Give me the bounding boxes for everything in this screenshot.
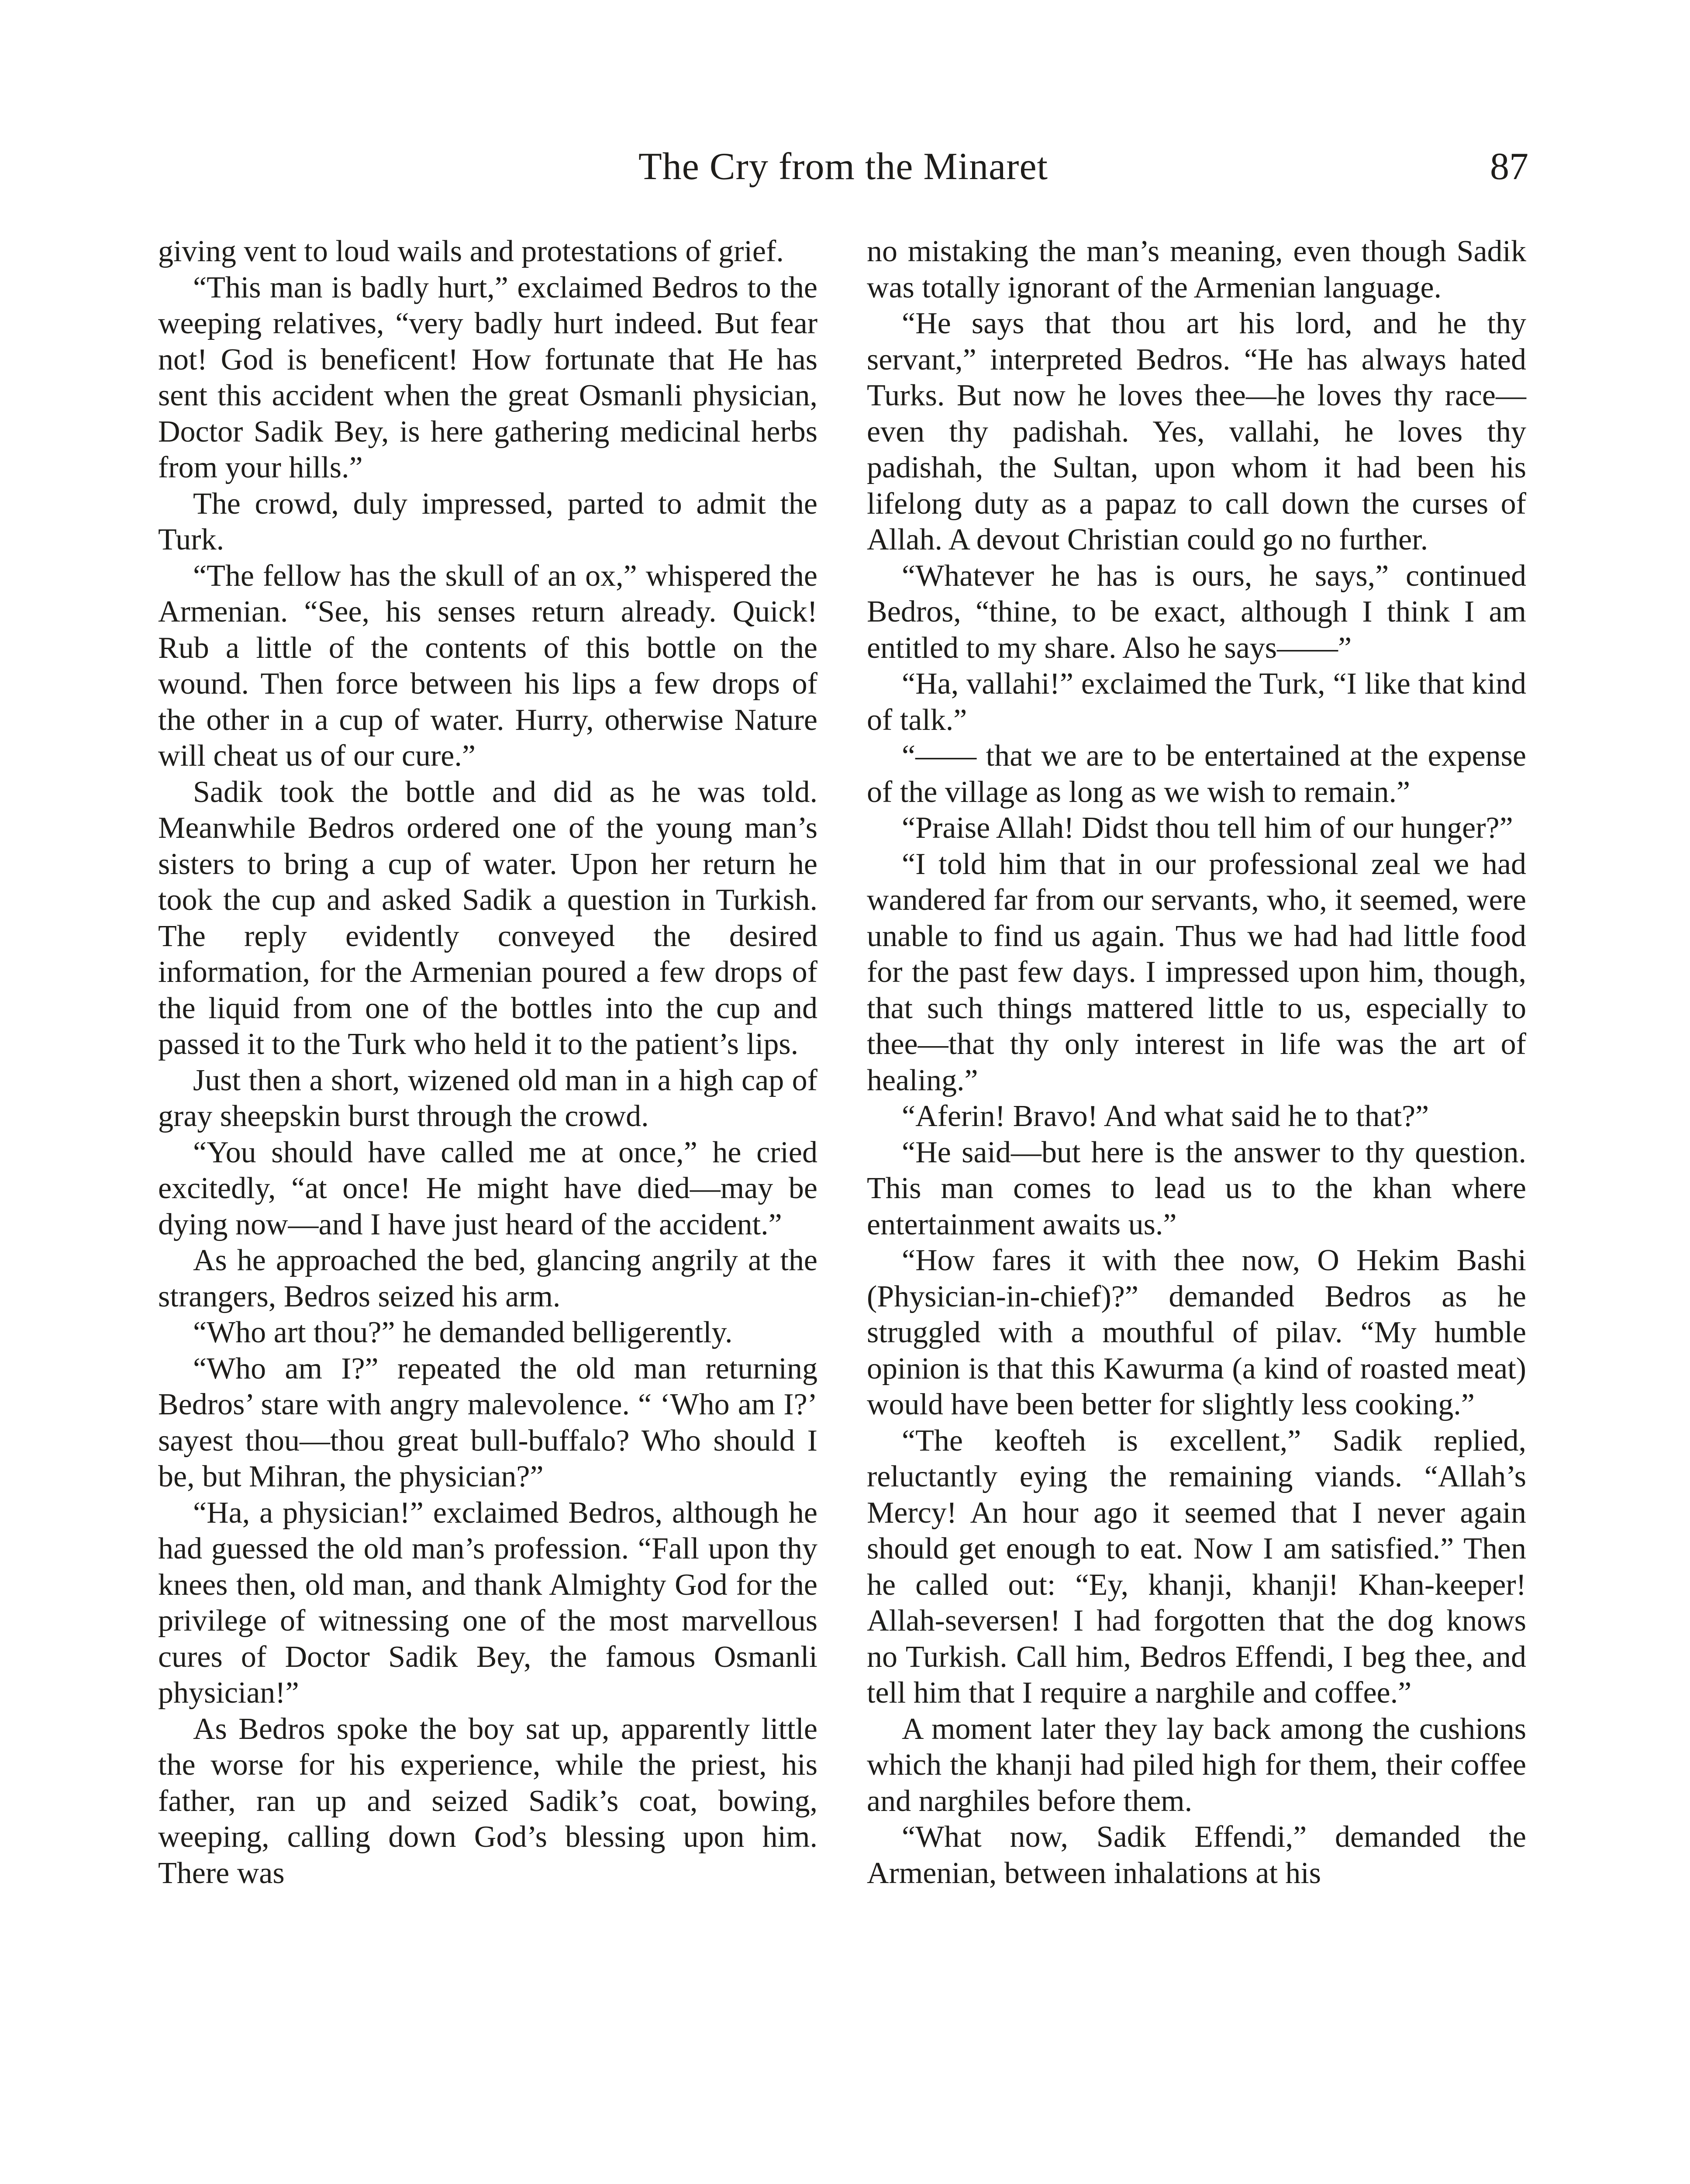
paragraph: As Bedros spoke the boy sat up, apparently little the worse for his experience, while the priest, his father, ran up and seized Sadik’s coat, bowing, weeping, calling down God’s blessing upon him. There was bbox=[158, 1712, 817, 1890]
paragraph: “You should have called me at once,” he cried excitedly, “at once! He might have died—may be dying now—and I have just heard of the accident.” bbox=[158, 1135, 817, 1241]
paragraph: “How fares it with thee now, O Hekim Bashi (Physician-in-chief)?” demanded Bedros as he struggled with a mouthful of pilav. “My humble opinion is that this Kawurma (a kind of roasted meat) would have been better for slightly less cooking.” bbox=[867, 1244, 1526, 1421]
paragraph: “Who art thou?” he demanded belligerently. bbox=[193, 1316, 733, 1349]
paragraph: “Praise Allah! Didst thou tell him of our hunger?” bbox=[902, 811, 1513, 845]
paragraph: “The fellow has the skull of an ox,” whispered the Armenian. “See, his senses return already. Quick! Rub a little of the contents of this bottle on the wound. Then force between his lips a few drops of the other in a cup of water. Hurry, otherwise Nature will cheat us of our cure.” bbox=[158, 559, 817, 773]
running-title: The Cry from the Minaret bbox=[638, 145, 1048, 188]
paragraph: “What now, Sadik Effendi,” demanded the Armenian, between inhalations at his bbox=[867, 1820, 1526, 1890]
paragraph: “—— that we are to be entertained at the expense of the village as long as we wish to remain.” bbox=[867, 739, 1526, 809]
paragraph: “Ha, a physician!” exclaimed Bedros, although he had guessed the old man’s profession. “Fall upon thy knees then, old man, and thank Almighty God for the privilege of witnessing one of the most marvellous cures of Doctor Sadik Bey, the famous Osmanli physician!” bbox=[158, 1496, 817, 1710]
paragraph: “He says that thou art his lord, and he thy servant,” interpreted Bedros. “He has always hated Turks. But now he loves thee—he loves thy race—even thy padishah. Yes, vallahi, he loves thy padishah, the Sultan, upon whom it had been his lifelong duty as a papaz to call down the curses of Allah. A devout Christian could go no further. bbox=[867, 307, 1526, 556]
left-column bbox=[158, 234, 817, 1891]
paragraph: Just then a short, wizened old man in a high cap of gray sheepskin burst through the crowd. bbox=[158, 1063, 817, 1133]
page-number: 87 bbox=[1490, 145, 1528, 188]
right-column bbox=[867, 234, 1526, 1891]
paragraph: “Aferin! Bravo! And what said he to that?” bbox=[902, 1099, 1429, 1133]
paragraph: giving vent to loud wails and protestations of grief. bbox=[158, 235, 784, 268]
paragraph: no mistaking the man’s meaning, even though Sadik was totally ignorant of the Armenian language. bbox=[867, 235, 1526, 304]
paragraph: “He said—but here is the answer to thy question. This man comes to lead us to the khan where entertainment awaits us.” bbox=[867, 1135, 1526, 1241]
paragraph: “This man is badly hurt,” exclaimed Bedros to the weeping relatives, “very badly hurt indeed. But fear not! God is beneficent! How fortunate that He has sent this accident when the great Osmanli physician, Doctor Sadik Bey, is here gathering medicinal herbs from your hills.” bbox=[158, 270, 817, 484]
paragraph: “The keofteh is excellent,” Sadik replied, reluctantly eying the remaining viands. “Allah’s Mercy! An hour ago it seemed that I never again should get enough to eat. Now I am satisfied.” Then he called out: “Ey, khanji, khanji! Khan-keeper! Allah-seversen! I had forgotten that the dog knows no Turkish. Call him, Bedros Effendi, I beg thee, and tell him that I require a narghile and coffee.” bbox=[867, 1424, 1526, 1710]
paragraph: A moment later they lay back among the cushions which the khanji had piled high for them, their coffee and narghiles before them. bbox=[867, 1712, 1526, 1818]
paragraph: Sadik took the bottle and did as he was told. Meanwhile Bedros ordered one of the young man’s sisters to bring a cup of water. Upon her return he took the cup and asked Sadik a question in Turkish. The reply evidently conveyed the desired information, for the Armenian poured a few drops of the liquid from one of the bottles into the cup and passed it to the Turk who held it to the patient’s lips. bbox=[158, 775, 817, 1061]
paragraph: “I told him that in our professional zeal we had wandered far from our servants, who, it seemed, were unable to find us again. Thus we had had little food for the past few days. I impressed upon him, though, that such things mattered little to us, especially to thee—that thy only interest in life was the art of healing.” bbox=[867, 847, 1526, 1097]
paragraph: The crowd, duly impressed, parted to admit the Turk. bbox=[158, 487, 817, 556]
paragraph: “Whatever he has is ours, he says,” continued Bedros, “thine, to be exact, although I think I am entitled to my share. Also he says——” bbox=[867, 559, 1526, 665]
paragraph: “Ha, vallahi!” exclaimed the Turk, “I like that kind of talk.” bbox=[867, 667, 1526, 737]
paragraph: As he approached the bed, glancing angrily at the strangers, Bedros seized his arm. bbox=[158, 1244, 817, 1313]
paragraph: “Who am I?” repeated the old man returning Bedros’ stare with angry malevolence. “ ‘Who am I?’ sayest thou—thou great bull-buffalo? Who should I be, but Mihran, the physician?” bbox=[158, 1351, 817, 1493]
page-header bbox=[158, 141, 1528, 202]
